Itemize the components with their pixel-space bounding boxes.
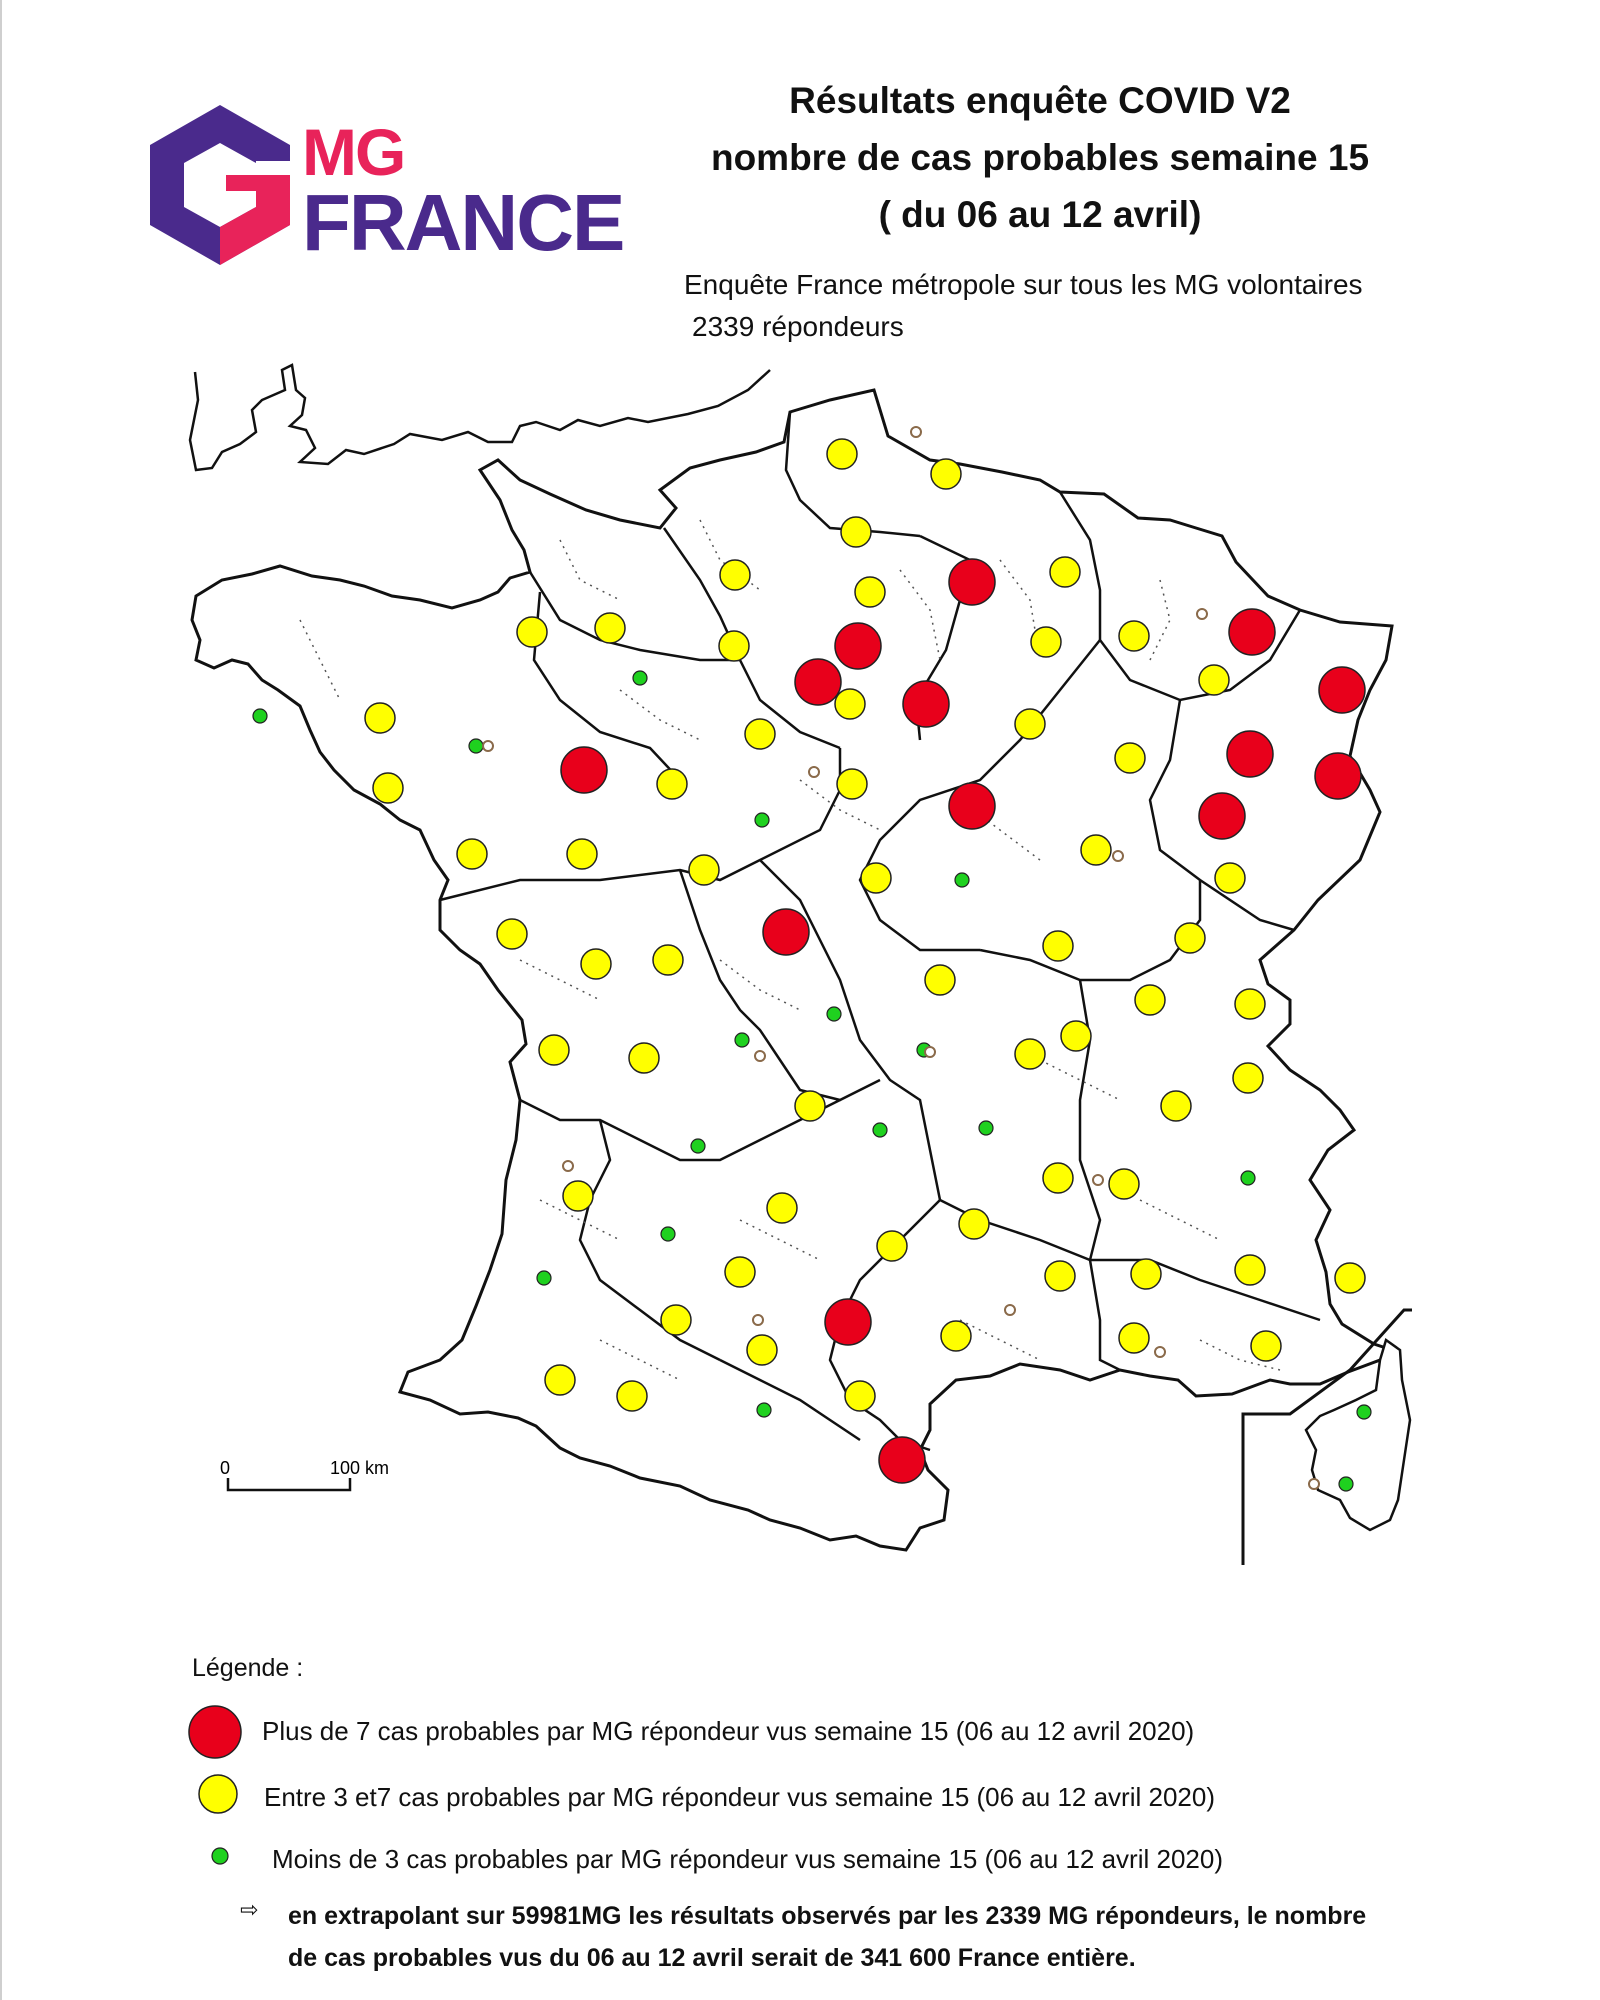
survey-subtitle [684, 264, 1363, 348]
high-case-marker [763, 909, 809, 955]
medium-case-marker [1115, 743, 1145, 773]
legend-high-label: Plus de 7 cas probables par MG répondeur vus semaine 15 (06 au 12 avril 2020) [262, 1716, 1195, 1746]
page-title [650, 72, 1430, 243]
high-case-marker [903, 681, 949, 727]
title-line-1: Résultats enquête COVID V2 [789, 80, 1291, 121]
medium-case-marker [657, 769, 687, 799]
medium-case-marker [795, 1091, 825, 1121]
medium-case-marker [720, 560, 750, 590]
prefecture-dot [755, 1051, 765, 1061]
high-case-marker [879, 1437, 925, 1483]
medium-case-marker [1119, 1323, 1149, 1353]
prefecture-dot [925, 1047, 935, 1057]
medium-case-marker [1161, 1091, 1191, 1121]
high-case-marker [1199, 793, 1245, 839]
france-map [0, 360, 1600, 1590]
medium-case-marker [1031, 627, 1061, 657]
title-line-3: ( du 06 au 12 avril) [878, 194, 1202, 235]
medium-case-marker [689, 855, 719, 885]
medium-case-marker [653, 945, 683, 975]
low-case-marker [1241, 1171, 1255, 1185]
medium-case-marker [1061, 1021, 1091, 1051]
medium-case-marker [959, 1209, 989, 1239]
medium-case-marker [629, 1043, 659, 1073]
high-case-marker [1319, 667, 1365, 713]
prefecture-dot [1113, 851, 1123, 861]
medium-case-marker [1335, 1263, 1365, 1293]
low-case-marker [757, 1403, 771, 1417]
high-case-marker [1229, 609, 1275, 655]
medium-case-marker [1135, 985, 1165, 1015]
medium-case-marker [1043, 931, 1073, 961]
high-case-marker [949, 559, 995, 605]
medium-case-marker [841, 517, 871, 547]
medium-case-marker [1235, 989, 1265, 1019]
medium-case-marker [877, 1231, 907, 1261]
prefecture-dot [1309, 1479, 1319, 1489]
low-case-marker [827, 1007, 841, 1021]
medium-case-marker [373, 773, 403, 803]
note-line-1: en extrapolant sur 59981MG les résultats observés par les 2339 MG répondeurs, le nombre [288, 1902, 1367, 1930]
legend-title: Légende : [192, 1654, 304, 1682]
medium-case-marker [617, 1381, 647, 1411]
medium-case-marker [581, 949, 611, 979]
low-case-marker [1357, 1405, 1371, 1419]
high-case-marker [795, 659, 841, 705]
prefecture-dot [1155, 1347, 1165, 1357]
medium-case-marker [1119, 621, 1149, 651]
note-line-2: de cas probables vus du 06 au 12 avril serait de 341 600 France entière. [288, 1944, 1136, 1972]
subtitle-line-2: 2339 répondeurs [692, 311, 904, 342]
medium-case-marker [925, 965, 955, 995]
prefecture-dot [911, 427, 921, 437]
medium-case-marker [855, 577, 885, 607]
legend-medium-label: Entre 3 et7 cas probables par MG répondeur vus semaine 15 (06 au 12 avril 2020) [264, 1782, 1215, 1812]
legend-high-circle-icon [185, 1702, 245, 1762]
medium-case-marker [1045, 1261, 1075, 1291]
arrow-right-icon: ⇨ [240, 1897, 259, 1922]
medium-case-marker [1043, 1163, 1073, 1193]
low-case-marker [661, 1227, 675, 1241]
title-line-2: nombre de cas probables semaine 15 [710, 137, 1370, 178]
medium-case-marker [567, 839, 597, 869]
low-case-marker [691, 1139, 705, 1153]
medium-case-marker [457, 839, 487, 869]
high-case-marker [1315, 753, 1361, 799]
low-case-marker [1339, 1477, 1353, 1491]
medium-case-marker [745, 719, 775, 749]
medium-case-marker [545, 1365, 575, 1395]
legend-row-low [180, 1834, 1480, 1886]
medium-case-marker [1251, 1331, 1281, 1361]
scale-label-start: 0 [220, 1458, 231, 1478]
medium-case-marker [497, 919, 527, 949]
medium-case-marker [837, 769, 867, 799]
medium-case-marker [941, 1321, 971, 1351]
prefecture-dot [1197, 609, 1207, 619]
medium-case-marker [517, 617, 547, 647]
legend-row-high [180, 1706, 1480, 1758]
subtitle-line-1: Enquête France métropole sur tous les MG volontaires [684, 269, 1363, 300]
low-case-marker [979, 1121, 993, 1135]
high-case-marker [825, 1299, 871, 1345]
medium-case-marker [931, 459, 961, 489]
logo-hexagon-icon [150, 105, 290, 265]
high-case-marker [561, 747, 607, 793]
scale-bar [220, 1458, 389, 1490]
medium-case-marker [725, 1257, 755, 1287]
prefecture-dot [1093, 1175, 1103, 1185]
france-map-svg [0, 360, 1600, 1590]
legend-low-label: Moins de 3 cas probables par MG répondeur vus semaine 15 (06 au 12 avril 2020) [272, 1844, 1223, 1874]
medium-case-marker [1015, 709, 1045, 739]
medium-case-marker [563, 1181, 593, 1211]
medium-case-marker [835, 689, 865, 719]
medium-case-marker [1131, 1259, 1161, 1289]
medium-case-marker [1233, 1063, 1263, 1093]
medium-case-marker [1109, 1169, 1139, 1199]
medium-case-marker [1235, 1255, 1265, 1285]
high-case-marker [835, 623, 881, 669]
medium-case-marker [1199, 665, 1229, 695]
prefecture-dot [1005, 1305, 1015, 1315]
low-case-marker [537, 1271, 551, 1285]
medium-case-marker [1081, 835, 1111, 865]
legend-low-circle-icon [208, 1840, 238, 1870]
medium-case-marker [1215, 863, 1245, 893]
legend-medium-circle-icon [196, 1772, 246, 1822]
medium-case-marker [539, 1035, 569, 1065]
prefecture-dot [753, 1315, 763, 1325]
logo-text-mg: MG [302, 115, 405, 189]
medium-case-marker [365, 703, 395, 733]
low-case-marker [469, 739, 483, 753]
low-case-marker [253, 709, 267, 723]
france-mainland-outline [192, 390, 1392, 1550]
logo-text-france: FRANCE [302, 178, 624, 267]
medium-case-marker [827, 439, 857, 469]
prefecture-dot [809, 767, 819, 777]
low-case-marker [633, 671, 647, 685]
low-case-marker [735, 1033, 749, 1047]
high-case-marker [1227, 731, 1273, 777]
medium-case-marker [595, 613, 625, 643]
medium-case-marker [1050, 557, 1080, 587]
scale-label-end: 100 km [330, 1458, 390, 1478]
medium-case-marker [719, 631, 749, 661]
high-case-marker [949, 783, 995, 829]
note-text [288, 1895, 1428, 1979]
medium-case-marker [861, 863, 891, 893]
medium-case-marker [1175, 923, 1205, 953]
uk-coastline [190, 365, 770, 470]
medium-case-marker [1015, 1039, 1045, 1069]
mg-france-logo [150, 105, 650, 265]
low-case-marker [755, 813, 769, 827]
prefecture-dot [563, 1161, 573, 1171]
prefecture-dot [483, 741, 493, 751]
medium-case-marker [845, 1381, 875, 1411]
medium-case-marker [661, 1305, 691, 1335]
medium-case-marker [767, 1193, 797, 1223]
low-case-marker [955, 873, 969, 887]
legend-row-medium [180, 1772, 1480, 1824]
low-case-marker [873, 1123, 887, 1137]
medium-case-marker [747, 1335, 777, 1365]
